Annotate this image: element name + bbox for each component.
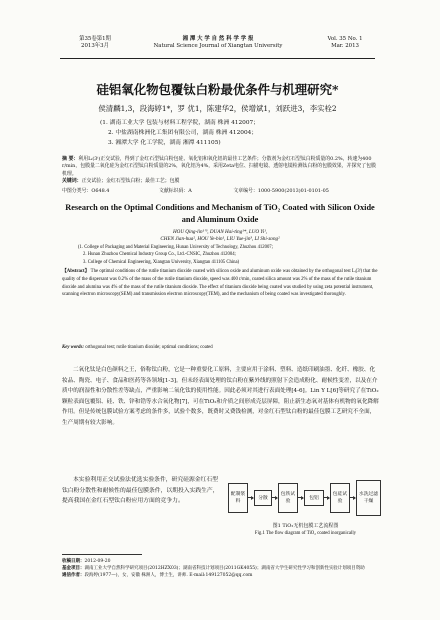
flow-arrow xyxy=(248,497,253,498)
volume-issue: 第35卷第1期 xyxy=(79,36,111,42)
clc-number: 中图分类号：O648.4 xyxy=(62,188,110,194)
flow-step-disperse: 分散 xyxy=(254,490,272,506)
affiliations-en xyxy=(78,244,378,266)
flow-arrow xyxy=(272,497,277,498)
journal-name-cn: 湘 潭 大 学 自 然 科 学 学 报 xyxy=(182,36,254,42)
article-number: 文章编号：1000-5900(2013)01-0101-05 xyxy=(233,188,329,194)
issue-date: 2013年3月 xyxy=(81,43,109,49)
received-date xyxy=(62,558,382,565)
issue-date-en: Mar. 2013 xyxy=(331,43,359,49)
header-rule xyxy=(60,58,375,59)
corresponding-author xyxy=(62,572,382,579)
flow-arrow xyxy=(298,497,303,498)
affiliation-en-line: 3. College of Chemical Engineering, Xiangtan University, Xiangtan 411105 China) xyxy=(83,259,240,265)
abstract-label-en: 【Abstract】 xyxy=(62,269,90,274)
keywords-text-en: orthogonal test; rutile titanium dioxide; optimal conditions; coated xyxy=(85,345,213,350)
flow-step-silica-coating: 包硅试验 xyxy=(330,483,350,513)
paper-title-cn: 硅铝氧化物包覆钛白粉最优条件与机理研究* xyxy=(96,82,339,97)
process-flowchart xyxy=(228,471,383,549)
journal-name xyxy=(138,36,298,50)
authors-en-line: CHEN Jian-hua², HOU Ye-bin¹, LIU Yue-jin³, LI Shi-zong² xyxy=(160,236,280,242)
affiliation-line: (1. 湖南工业大学 包装与材料工程学院，湖南 株洲 412007； xyxy=(100,120,260,126)
fund-info xyxy=(62,565,382,572)
flow-step-wash-dry: 水洗过滤干燥 xyxy=(356,480,381,516)
abstract-cn xyxy=(62,156,380,178)
classification-row xyxy=(62,187,380,194)
footnote-rule xyxy=(62,554,142,555)
figure-caption-cn: 图1 TiO₂无机包膜工艺流程图 xyxy=(272,523,339,529)
keywords-cn xyxy=(62,178,380,185)
keywords-label-cn: 关键词： xyxy=(62,178,82,184)
abstract-text-en: The optimal conditions of the rutile titanium dioxide coated with silicon oxide and aluminum oxide was obtained by the orthogonal test Lᵢ(3ⁱ) that the quality of the dispersant was 0.2% of the mass of the rutile titanium dioxide, speed was 400 r/min, coated silica amount was 2% of the mass of the rutile titanium dioxide and alumina was 4% of the mass of the rutile titanium dioxide. The effect of titanium dioxide being coated was studied by using zeta potential instrument, scanning electron microscopy(SEM) and transmission electron microscopy(TEM), and the mechanism of being coated was investigated thoroughly. xyxy=(62,269,378,298)
keywords-label-en: Key words: xyxy=(62,345,84,350)
author-label: 通信作者： xyxy=(62,573,85,578)
received-label: 收稿日期： xyxy=(62,559,85,564)
flow-arrow xyxy=(324,497,329,498)
affiliation-line: 3. 湘潭大学 化工学院，湖南 湘潭 411105) xyxy=(108,140,221,146)
authors-cn: 侯清麟1,3，段海婷1*，罗 优1，陈建华2，侯增斌1，刘跃进3，李实栓2 xyxy=(98,104,337,113)
document-code: 文献标识码：A xyxy=(158,188,192,194)
journal-name-en: Natural Science Journal of Xiangtan University xyxy=(153,43,283,49)
introduction-paragraph: 二氧化钛是白色颜料之王，俗称钛白粉，它是一种重要化工原料，主要应用于涂料、塑料、造纸印刷油墨、化纤、橡胶、化妆品、陶瓷、电子、食品和医药等各领域[1-3]。但未经表面处理的钛白粉在紫外线的照射下会造成粉化、耐候性变差，以及在介质中的润湿性和分散性差等缺点，严重影响二氧化钛的使用性能。因此必须对其进行表面处理[4-6]。Lin Y L[6]等研究了在TiO₂颗粒表面包覆铝、硅、铁、锌和锆等水合氧化物[7]，可在TiO₂和介质之间形成壳层屏障，阻止新生态氧对基体有机物的氧化降解作用。但是传统包膜试验方案考虑的条件多，试验个数多，既费时又费钱检测，对金红石型钛白粉的最佳包膜工艺研究不全面，生产周期有较大影响。 xyxy=(62,367,379,426)
keywords-en xyxy=(62,345,380,350)
running-header xyxy=(60,36,375,64)
authors-en-line: HOU Qing-lin¹ʼ³, DUAN Hai-ting¹*, LUO Yi¹, xyxy=(172,229,268,235)
affiliation-en-line: 2. Hunan Zhuzhou Chemical Industry Group Co., Ltd.-CNSIC, Zhuzhou 412004; xyxy=(83,252,236,258)
fund-label: 基金项目： xyxy=(62,566,85,571)
figure-caption-en: Fig.1 The flow diagram of TiO₂ coated inorganically xyxy=(254,531,357,536)
flow-arrow xyxy=(350,497,355,498)
authors-en xyxy=(60,229,380,243)
flow-step-iron-coating: 包铁试验 xyxy=(278,483,298,513)
issue-info xyxy=(60,36,130,50)
affiliations-cn xyxy=(100,118,360,148)
fund-value: 湖南工业大学自然科学研究项目(2012HZX03)；湖南省科技计划项目(2011GK4055)；湖南省大学生研究性学习和创新性实验计划项目资助 xyxy=(84,566,365,571)
keywords-text-cn: 正交试验；金红石型钛白粉；最佳工艺；包膜 xyxy=(81,178,180,184)
flow-step-alumina: 包铝 xyxy=(304,490,324,506)
received-value: 2012-09-20 xyxy=(84,559,111,564)
abstract-en xyxy=(62,268,380,299)
footnote xyxy=(62,558,382,579)
volume-issue-en: Vol. 35 No. 1 xyxy=(327,36,363,42)
experiment-paragraph: 本实验利用正交试验法优选实验条件，研究硅源金红石型钛白粉分散性和耐候性的最佳包膜条件，以期投入实践生产，提高我国在金红石型钛白粉应用方面的竞争力。 xyxy=(62,477,219,504)
abstract-label-cn: 摘 要： xyxy=(62,156,79,162)
issue-info-en xyxy=(315,36,375,50)
author-value: 段海婷(1977—)，女，安徽 株洲人，博士生，讲师. E-mail:149127052@qq.com xyxy=(84,573,253,578)
paper-title-en: Research on the Optimal Conditions and Mechanism of TiO₂ Coated with Silicon Oxide and Aluminum Oxide xyxy=(65,203,375,224)
abstract-text-cn: 利用Lᵢ(3ⁱ)正交试验，得到了金红石型钛白粉包硅、氧化铝和氧化铝的最佳工艺条件；分散剂为金红石型钛白粉质量的0.2%，转速为400 r/min，包膜量二氧化硅为金红石型钛白粉质量的2%，氧化铝为4%，采用Zeta电位、扫描电镜、透射电镜检测钛白粉的包膜效果，并探究了包膜机理。 xyxy=(62,156,376,177)
affiliation-en-line: (1. College of Packaging and Material Engineering, Hunan University of Technology, Zhuzhou 412007; xyxy=(78,245,273,250)
flow-step-slurry: 配制浆料 xyxy=(228,483,248,513)
affiliation-line: 2. 中盐湖南株洲化工集团有限公司，湖南 株洲 412004； xyxy=(108,130,258,136)
